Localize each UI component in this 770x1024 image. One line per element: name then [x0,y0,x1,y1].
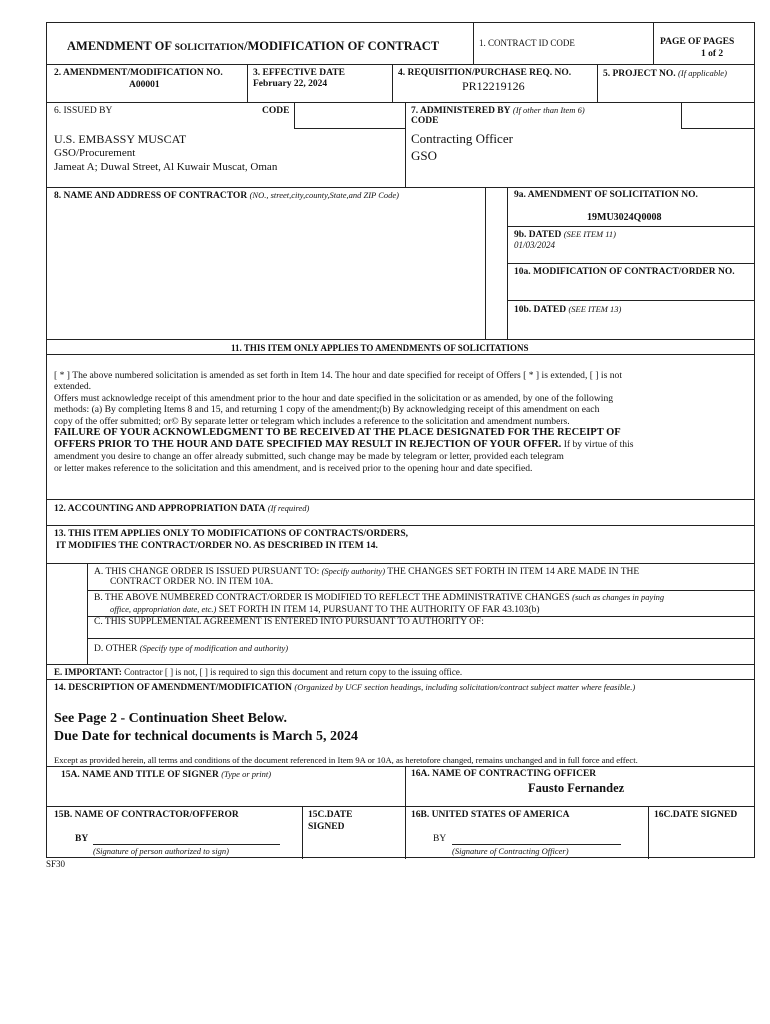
page-of-pages-value: 1 of 2 [701,49,724,59]
item13-a-line-2: CONTRACT ORDER NO. IN ITEM 10A. [110,577,274,587]
item11-line-7: OFFERS PRIOR TO THE HOUR AND DATE SPECIFIED MAY RESULT IN REJECTION OF YOUR OFFER. If by virtue of this [54,439,634,450]
issued-by-line-1: U.S. EMBASSY MUSCAT [54,132,187,146]
description-label: 14. DESCRIPTION OF AMENDMENT/MODIFICATION (Organized by UCF section headings, including solicitation/contract subject matter where feasible.) [54,682,636,693]
contractor-date-label-1: 15C.DATE [308,810,353,820]
contract-id-code-label: 1. CONTRACT ID CODE [479,38,575,48]
contractor-name-label: 15B. NAME OF CONTRACTOR/OFFEROR [54,810,239,820]
requisition-no-label: 4. REQUISITION/PURCHASE REQ. NO. [398,68,572,78]
officer-signature-note: (Signature of Contracting Officer) [452,846,569,856]
item11-line-1: [ * ] The above numbered solicitation is amended as set forth in Item 14. The hour and date specified for receipt of Offers [ * ] is extended, [ ] is not [54,370,622,381]
item13-d: D. OTHER (Specify type of modification and authority) [94,643,289,654]
item13-b-line-1: B. THE ABOVE NUMBERED CONTRACT/ORDER IS MODIFIED TO REFLECT THE ADMINISTRATIVE CHANGES (such as changes in paying [94,592,665,603]
solicitation-no-value: 19MU3024Q0008 [587,212,662,223]
item13-line-1: 13. THIS ITEM APPLIES ONLY TO MODIFICATIONS OF CONTRACTS/ORDERS, [54,529,409,539]
item13-c: C. THIS SUPPLEMENTAL AGREEMENT IS ENTERED INTO PURSUANT TO AUTHORITY OF: [94,617,484,627]
sf30-form [46,22,755,858]
contractor-address-label: 8. NAME AND ADDRESS OF CONTRACTOR (NO., street,city,county,State,and ZIP Code) [54,190,399,201]
administered-by-line-1: Contracting Officer [411,131,513,146]
item11-line-6: FAILURE OF YOUR ACKNOWLEDGMENT TO BE RECEIVED AT THE PLACE DESIGNATED FOR THE RECEIPT OF [54,427,621,438]
effective-date-label: 3. EFFECTIVE DATE [253,68,345,78]
amendment-no-value: A00001 [129,80,160,90]
amendment-no-label: 2. AMENDMENT/MODIFICATION NO. [54,68,223,78]
item11-line-5: copy of the offer submitted; or© By separate letter or telegram which includes a reference to the solicitation and amendment numbers. [54,416,570,427]
issued-by-line-2: GSO/Procurement [54,147,136,159]
contracting-officer-name: Fausto Fernandez [528,781,625,795]
item13-a-line-1: A. THIS CHANGE ORDER IS ISSUED PURSUANT TO: (Specify authority) THE CHANGES SET FORTH IN ITEM 14 ARE MADE IN THE [94,566,640,577]
solicitation-dated-label: 9b. DATED (SEE ITEM 11) [514,229,616,240]
usa-label: 16B. UNITED STATES OF AMERICA [411,810,570,820]
page-of-pages-label: PAGE OF PAGES [660,37,735,47]
contracting-officer-label: 16A. NAME OF CONTRACTING OFFICER [411,769,597,779]
item13-b-line-2: office, appropriation date, etc.) SET FORTH IN ITEM 14, PURSUANT TO THE AUTHORITY OF FAR 43.103(b) [110,604,540,615]
signer-name-label: 15A. NAME AND TITLE OF SIGNER (Type or print) [61,769,272,780]
item11-line-4: methods: (a) By completing Items 8 and 15, and returning 1 copy of the amendment;(b) By acknowledging receipt of this amendment on each [54,404,600,415]
modification-no-label: 10a. MODIFICATION OF CONTRACT/ORDER NO. [514,267,735,277]
issued-by-line-3: Jameat A; Duwal Street, Al Kuwair Muscat, Oman [54,161,278,173]
form-id: SF30 [46,859,66,869]
effective-date-value: February 22, 2024 [253,79,328,89]
form-title: AMENDMENT OF SOLICITATION/MODIFICATION OF CONTRACT [67,39,440,53]
administered-by-line-2: GSO [411,148,438,163]
item11-header: 11. THIS ITEM ONLY APPLIES TO AMENDMENTS OF SOLICITATIONS [231,343,529,353]
description-line-1: See Page 2 - Continuation Sheet Below. [54,711,287,726]
administered-by-code-label: CODE [411,116,439,126]
except-clause: Except as provided herein, all terms and conditions of the document referenced in Item 9A or 10A, as heretofore changed, remains unchanged and in full force and effect. [54,755,638,765]
accounting-data-label: 12. ACCOUNTING AND APPROPRIATION DATA (If required) [54,503,310,514]
important-notice: E. IMPORTANT: Contractor [ ] is not, [ ] is required to sign this document and return copy to the issuing office. [54,667,463,677]
description-line-2: Due Date for technical documents is March 5, 2024 [54,729,358,744]
item11-line-2: extended. [54,381,92,392]
administered-by-label: 7. ADMINISTERED BY (If other than Item 6) [411,105,585,116]
officer-date-label: 16C.DATE SIGNED [654,810,738,820]
item11-line-8: amendment you desire to change an offer already submitted, such change may be made by telegram or letter, provided each telegram [54,451,564,462]
contractor-signature-note: (Signature of person authorized to sign) [93,846,229,856]
issued-by-code-label: CODE [262,106,290,116]
item11-line-3: Offers must acknowledge receipt of this amendment prior to the hour and date specified in the solicitation or as amended, by one of the following [54,393,614,404]
contractor-date-label-2: SIGNED [308,822,345,832]
issued-by-label: 6. ISSUED BY [54,106,113,116]
modification-dated-label: 10b. DATED (SEE ITEM 13) [514,304,622,315]
item11-line-9: or letter makes reference to the solicitation and this amendment, and is received prior to the opening hour and date specified. [54,463,533,474]
solicitation-dated-value: 01/03/2024 [514,240,556,250]
officer-by-label: BY [433,834,447,844]
project-no-label: 5. PROJECT NO. (If applicable) [603,68,727,79]
item13-line-2: IT MODIFIES THE CONTRACT/ORDER NO. AS DESCRIBED IN ITEM 14. [56,541,378,551]
requisition-no-value: PR12219126 [462,79,525,93]
solicitation-no-label: 9a. AMENDMENT OF SOLICITATION NO. [514,190,698,200]
contractor-by-label: BY [75,834,89,844]
